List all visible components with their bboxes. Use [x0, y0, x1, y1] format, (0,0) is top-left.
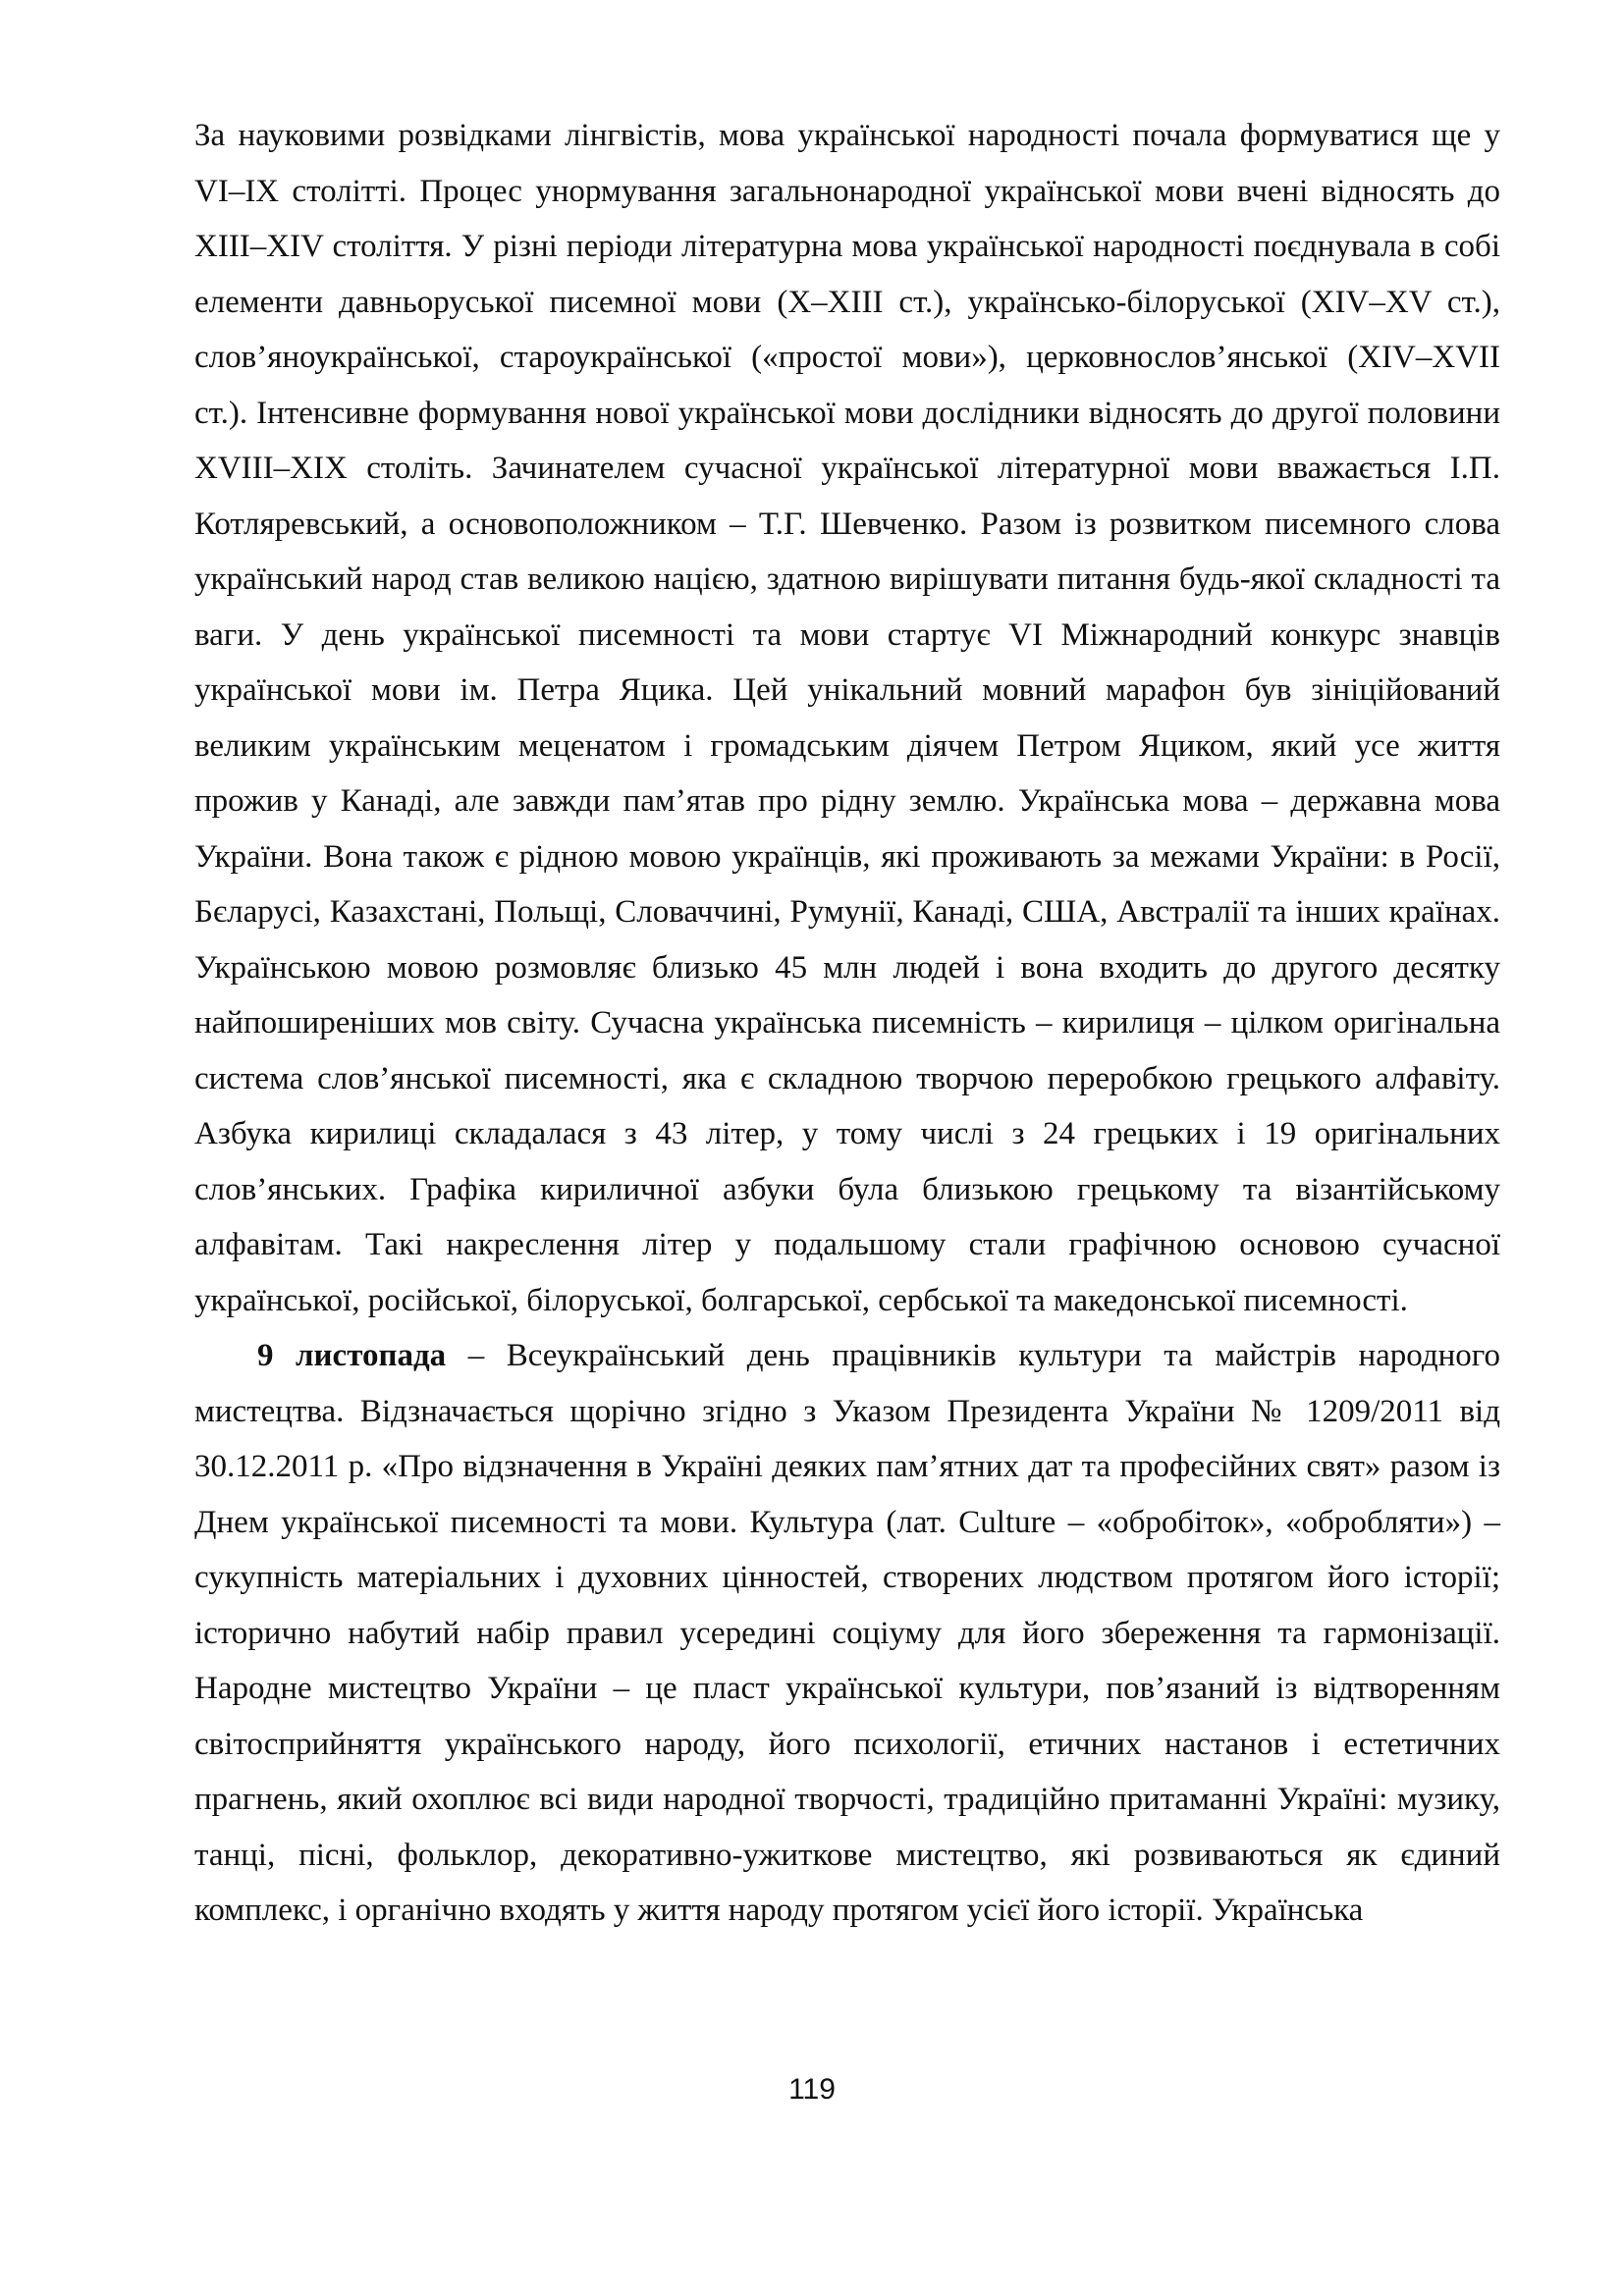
page-number: 119: [788, 2073, 836, 2106]
paragraph-language-history: За науковими розвідками лінгвістів, мова української народності почала формуватися ще у VI–IX столітті. Процес унормування загальнонародної української мови вчені відносять до XIII–XIV століття. У різні періоди літературна мова української народності поєднувала в собі елементи давньоруської писемної мови (X–XIII ст.), українсько-білоруської (XIV–XV ст.), слов’яноукраїнської, староукраїнської («простої мови»), церковнослов’янської (XIV–XVII ст.). Інтенсивне формування нової української мови дослідники відносять до другої половини XVIII–XIX століть. Зачинателем сучасної української літературної мови вважається І.П. Котляревський, а основоположником – Т.Г. Шевченко. Разом із розвитком писемного слова український народ став великою нацією, здатною вирішувати питання будь-якої складності та ваги. У день української писемності та мови стартує VI Міжнародний конкурс знавців української мови ім. Петра Яцика. Цей унікальний мовний марафон був зініційований великим українським меценатом і громадським діячем Петром Яциком, який усе життя прожив у Канаді, але завжди пам’ятав про рідну землю. Українська мова – державна мова України. Вона також є рідною мовою українців, які проживають за межами України: в Росії, Бєларусі, Казахстані, Польщі, Словаччині, Румунії, Канаді, США, Австралії та інших країнах. Українською мовою розмовляє близько 45 млн людей і вона входить до другого десятку найпоширеніших мов світу. Сучасна українська писемність – кирилиця – цілком оригінальна система слов’янської писемності, яка є складною творчою переробкою грецького алфавіту. Азбука кирилиці складалася з 43 літер, у тому числі з 24 грецьких і 19 оригінальних слов’янських. Графіка кириличної азбуки була близькою грецькому та візантійському алфавітам. Такі накреслення літер у подальшому стали графічною основою сучасної української, російської, білоруської, болгарської, сербської та македонської писемності.: [194, 118, 1500, 1318]
paragraph-culture-day: [194, 1328, 1500, 1939]
paragraph-culture-day-text: – Всеукраїнський день працівників культури та майстрів народного мистецтва. Відзначається щорічно згідно з Указом Президента України № 1209/2011 від 30.12.2011 р. «Про відзначення в Україні деяких пам’ятних дат та професійних свят» разом із Днем української писемності та мови. Культура (лат. Culture – «обробіток», «обробляти») – сукупність матеріальних і духовних цінностей, створених людством протягом його історії; історично набутий набір правил усередині соціуму для його збереження та гармонізації. Народне мистецтво України – це пласт української культури, пов’язаний із відтворенням світосприйняття українського народу, його психології, етичних настанов і естетичних прагнень, який охоплює всі види народної творчості, традиційно притаманні Україні: музику, танці, пісні, фольклор, декоративно-ужиткове мистецтво, які розвиваються як єдиний комплекс, і органічно входять у життя народу протягом усієї його історії. Українська: [194, 1338, 1500, 1928]
document-body: [194, 108, 1500, 1939]
date-heading: 9 листопада: [257, 1338, 447, 1373]
